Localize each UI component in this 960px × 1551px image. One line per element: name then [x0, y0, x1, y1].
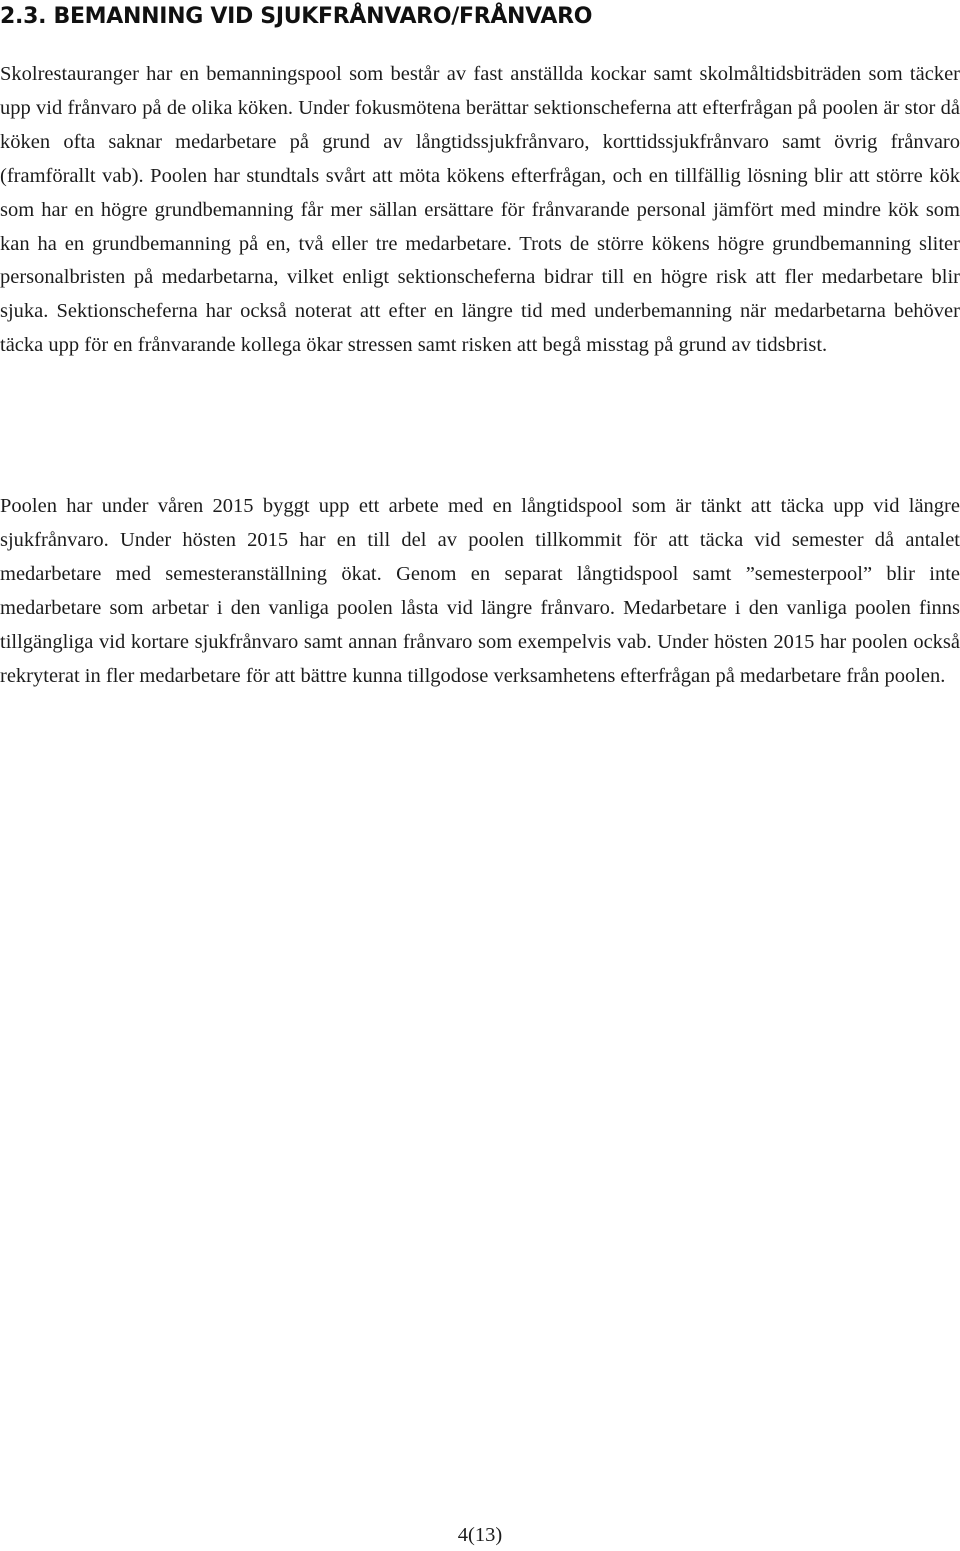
- body-paragraph-1: Skolrestauranger har en bemanningspool som består av fast anställda kockar samt skolmåltidsbiträden som täcker upp vid frånvaro på de olika köken. Under fokusmötena berättar sektionscheferna att efterfrågan på poolen är stor då köken ofta saknar medarbetare på grund av långtidssjukfrånvaro, korttidssjukfrånvaro samt övrig frånvaro (framförallt vab). Poolen har stundtals svårt att möta kökens efterfrågan, och en tillfällig lösning blir att större kök som har en högre grundbemanning får mer sällan ersättare för frånvarande personal jämfört med mindre kök som kan ha en grundbemanning på en, två eller tre medarbetare. Trots de större kökens högre grundbemanning sliter personalbristen på medarbetarna, vilket enligt sektionscheferna bidrar till en högre risk att fler medarbetare blir sjuka. Sektionscheferna har också noterat att efter en längre tid med underbemanning när medarbetarna behöver täcka upp för en frånvarande kollega ökar stressen samt risken att begå misstag på grund av tidsbrist.: [0, 63, 960, 357]
- section-heading: 2.3. BEMANNING VID SJUKFRÅNVARO/FRÅNVARO: [0, 4, 593, 29]
- body-paragraph-2: Poolen har under våren 2015 byggt upp ett arbete med en långtidspool som är tänkt att täcka upp vid längre sjukfrånvaro. Under hösten 2015 har en till del av poolen tillkommit för att täcka vid semester då antalet medarbetare med semesteranställning ökat. Genom en separat långtidspool samt ”semesterpool” blir inte medarbetare som arbetar i den vanliga poolen låsta vid längre frånvaro. Medarbetare i den vanliga poolen finns tillgängliga vid kortare sjukfrånvaro samt annan frånvaro som exempelvis vab. Under hösten 2015 har poolen också rekryterat in fler medarbetare för att bättre kunna tillgodose verksamhetens efterfrågan på medarbetare från poolen.: [0, 495, 960, 687]
- page-number: 4(13): [457, 1524, 503, 1546]
